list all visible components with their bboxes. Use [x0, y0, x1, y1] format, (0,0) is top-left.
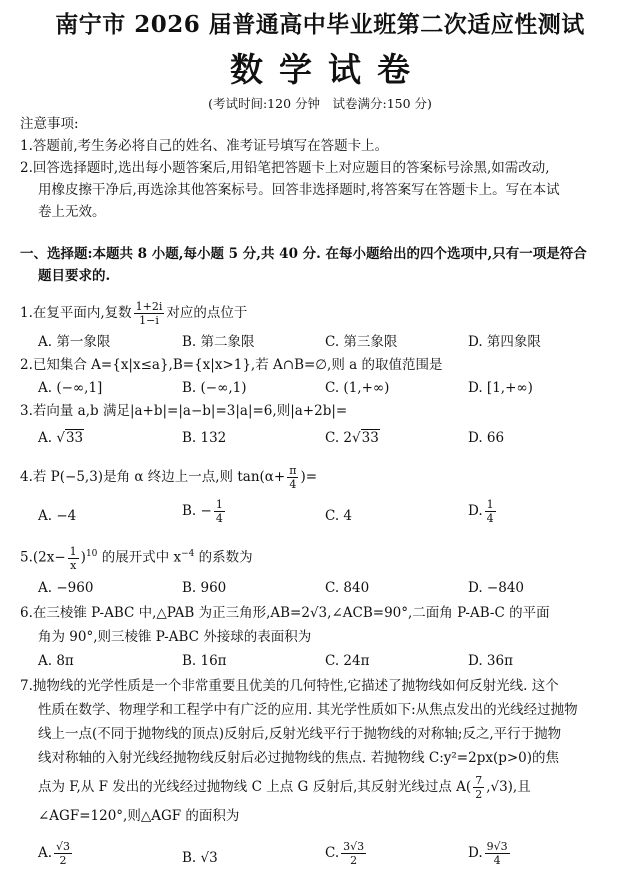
q3-option-b: B. 132	[182, 430, 227, 446]
note-2-line-3: 卷上无效。	[38, 204, 106, 220]
q7-line-6: ∠AGF=120°,则△AGF 的面积为	[38, 808, 240, 824]
q7-line-2: 性质在数学、物理学和工程学中有广泛的应用. 其光学性质如下:从焦点发出的光线经过抛物	[38, 702, 578, 718]
q1-option-d: D. 第四象限	[468, 334, 541, 350]
q6-option-c: C. 24π	[325, 653, 370, 669]
q4-pre: 4.若 P(−5,3)是角 α 终边上一点,则 tan(α+	[20, 469, 286, 485]
q5-stem: 5.(2x− $\frac{1}{x}$ )$^{10}$ 的展开式中 $x^{-4}$ 的系数为	[20, 544, 253, 572]
q2-option-a: A. (−∞,1]	[38, 380, 103, 396]
q4-option-a: A. −4	[38, 508, 77, 524]
q4-pi-over-4: $\frac{\pi}{4}$	[289, 464, 297, 491]
q1-stem	[20, 300, 247, 327]
q5-open: (2x−	[32, 549, 66, 566]
q6-stem-line-2: 角为 90°,则三棱锥 P-ABC 外接球的表面积为	[38, 629, 312, 645]
q6-stem-line-1: 6.在三棱锥 P-ABC 中,△PAB 为正三角形,AB=2√3,∠ACB=90°,二面角 P-AB-C 的平面	[20, 605, 550, 621]
q6-option-b: B. 16π	[182, 653, 227, 669]
q4-option-d: D. $\frac{1}{4}$	[468, 498, 494, 525]
q7-option-b: B. √3	[182, 850, 218, 866]
q4-option-c: C. 4	[325, 508, 353, 524]
q1-fraction	[134, 300, 165, 327]
q7-line-4: 线对称轴的入射光线经抛物线反射后必过抛物线的焦点. 若抛物线 C:y²=2px(p>0)的焦	[38, 750, 560, 766]
q2-option-d: D. [1,+∞)	[468, 380, 533, 396]
q1-option-b: B. 第二象限	[182, 334, 255, 350]
q3-a-radicand: 33	[65, 430, 84, 446]
note-1: 1.答题前,考生务必将自己的姓名、准考证号填写在答题卡上。	[20, 138, 389, 154]
q5-exponent: 10	[85, 549, 98, 559]
q3-option-d: D. 66	[468, 430, 505, 446]
exam-meta: (考试时间:120 分钟 试卷满分:150 分)	[208, 96, 432, 111]
q1-denominator: 1−i	[139, 314, 159, 327]
q4-option-b: B. − $\frac{1}{4}$	[182, 498, 223, 525]
section-heading-line-2: 题目要求的.	[38, 268, 111, 284]
q7-option-c: C. $\frac{3√3}{2}$	[325, 840, 365, 867]
q7-line-5: 点为 F,从 F 发出的光线经过抛物线 C 上点 G 反射后,其反射光线过点 A( $\frac{7}{2}$ ,√3),且	[38, 774, 531, 801]
q4-stem	[20, 464, 317, 491]
section-heading-line-1: 一、选择题:本题共 8 小题,每小题 5 分,共 40 分. 在每小题给出的四个选项中,只有一项是符合	[20, 246, 587, 262]
q5-fraction: $\frac{1}{x}$	[69, 544, 77, 572]
q4-post: )=	[300, 469, 318, 485]
q2-option-b: B. (−∞,1)	[182, 380, 247, 396]
q5-x-exponent: −4	[181, 549, 195, 559]
notes-heading: 注意事项:	[20, 116, 79, 132]
q2-option-c: C. (1,+∞)	[325, 380, 390, 396]
exam-title: 南宁市 2026 届普通高中毕业班第二次适应性测试	[55, 11, 585, 38]
q5-option-d: D. −840	[468, 580, 525, 596]
q3-c-radicand: 33	[361, 430, 379, 446]
q5-option-c: C. 840	[325, 580, 370, 596]
note-2-line-2: 用橡皮擦干净后,再选涂其他答案标号。回答非选择题时,将答案写在答题卡上。写在本试	[38, 182, 560, 198]
q2-stem: 2.已知集合 A={x|x≤a},B={x|x>1},若 A∩B=∅,则 a 的取值范围是	[20, 357, 443, 373]
q1-pre: 1.在复平面内,复数	[20, 305, 132, 321]
subject-title: 数学试卷	[230, 50, 426, 89]
q1-numerator: 1+2i	[135, 300, 163, 313]
q6-option-a: A. 8π	[38, 653, 74, 669]
q1-option-a: A. 第一象限	[38, 334, 111, 350]
q7-line-3: 线上一点(不同于抛物线的顶点)反射后,反射光线平行于抛物线的对称轴;反之,平行于抛物	[38, 726, 562, 742]
q7-seven-halves: $\frac{7}{2}$	[475, 774, 483, 801]
q1-option-c: C. 第三象限	[325, 334, 398, 350]
q3-option-c: C. 2√33	[325, 430, 379, 446]
q3-stem: 3.若向量 a,b 满足|a+b|=|a−b|=3|a|=6,则|a+2b|=	[20, 403, 348, 419]
q5-option-a: A. −960	[38, 580, 94, 596]
q7-option-a: A. $\frac{√3}{2}$	[38, 840, 71, 867]
q7-line-1: 7.抛物线的光学性质是一个非常重要且优美的几何特性,它描述了抛物线如何反射光线. 这个	[20, 678, 559, 694]
q6-option-d: D. 36π	[468, 653, 513, 669]
q3-option-a: A. √33	[38, 430, 84, 446]
q1-post: 对应的点位于	[166, 305, 248, 321]
q7-option-d: D. $\frac{9√3}{4}$	[468, 840, 508, 867]
q4-b-fraction: $\frac{1}{4}$	[215, 498, 223, 525]
q4-d-fraction: $\frac{1}{4}$	[486, 498, 494, 525]
note-2-line-1: 2.回答选择题时,选出每小题答案后,用铅笔把答题卡上对应题目的答案标号涂黑,如需改动,	[20, 160, 550, 176]
q5-option-b: B. 960	[182, 580, 227, 596]
